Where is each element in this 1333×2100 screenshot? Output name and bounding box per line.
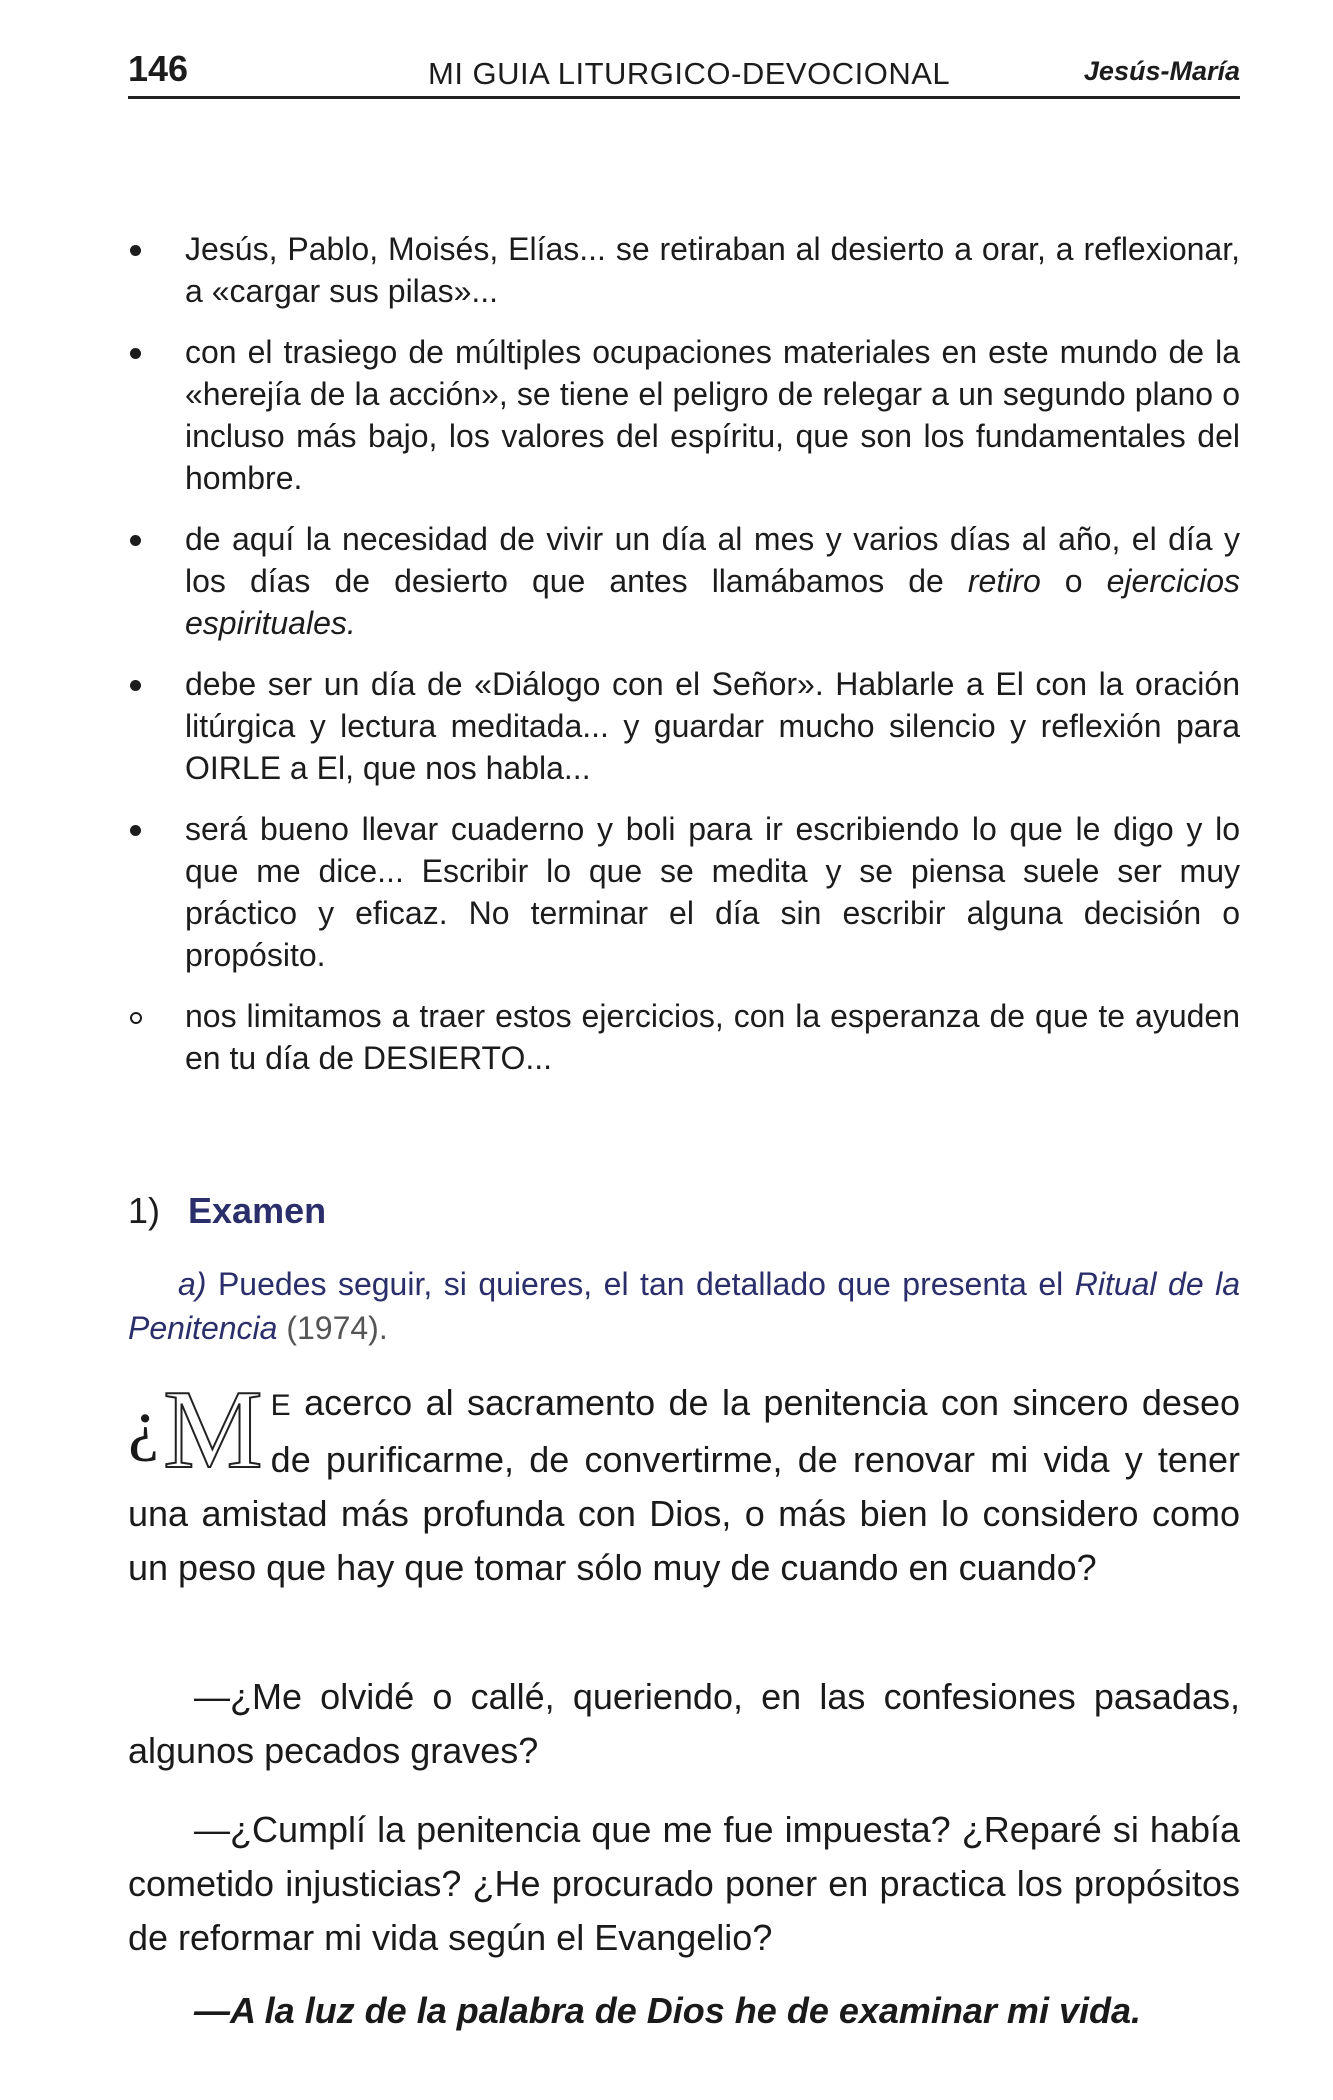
list-item [128,228,1240,312]
paragraph-1 [128,1368,1240,1595]
bullet-icon [130,245,141,256]
subsection-year: (1974). [277,1310,388,1346]
list-item-italic: ejercicios espirituales. [185,563,1240,641]
list-item-text: nos limitamos a traer estos ejercicios, con la esperanza de que te ayuden en tu día de DESIERTO... [185,998,1240,1076]
running-header [128,48,1240,99]
paragraph-2: —¿Me olvidé o callé, queriendo, en las confesiones pasadas, algunos pecados graves? [128,1676,1240,1771]
drop-cap-continuation: E [270,1389,291,1422]
list-item [128,663,1240,789]
list-item [128,518,1240,644]
paragraph-4: —A la luz de la palabra de Dios he de examinar mi vida. [194,1990,1141,2031]
bullet-icon [130,348,141,359]
list-item-italic: retiro [967,563,1041,599]
list-item [128,808,1240,976]
list-item-text: de aquí la necesidad de vivir un día al mes y varios días al año, el día y los días de desierto que antes llamábamos de [185,521,1240,599]
bullet-icon [130,1012,142,1024]
list-item [128,331,1240,499]
page-number: 146 [128,48,189,89]
paragraph-text: acerco al sacramento de la penitencia con sincero deseo de purificarme, de convertirme, de renovar mi vida y tener una amistad más profunda con Dios, o más bien lo considero como un peso que hay que tomar sólo muy de cuando en cuando? [128,1382,1240,1588]
list-item-text: Jesús, Pablo, Moisés, Elías... se retiraban al desierto a orar, a reflexionar, a «cargar sus pilas»... [185,231,1240,309]
section-number: 1) [128,1190,161,1231]
drop-cap: M [163,1368,263,1492]
list-item-text: será bueno llevar cuaderno y boli para ir escribiendo lo que le digo y lo que me dice... Escribir lo que se medita y se piensa suele ser muy práctico y eficaz. No terminar el día sin escribir alguna decisión o propósito. [185,811,1240,973]
subsection-italic: Ritual de la Penitencia [128,1266,1241,1346]
bullet-icon [130,535,141,546]
opening-question-mark: ¿ [128,1386,160,1463]
bullet-icon [130,825,141,836]
subsection-text: Puedes seguir, si quieres, el tan detallado que presenta el [206,1266,1075,1302]
bullet-icon [130,680,141,691]
section-heading [128,1190,326,1232]
subsection-label: a) [178,1266,207,1302]
list-item-text: con el trasiego de múltiples ocupaciones materiales en este mundo de la «herejía de la acción», se tiene el peligro de relegar a un segundo plano o incluso más bajo, los valores del espíritu, que son los fundamentales del hombre. [185,334,1240,496]
section-title: Examen [188,1190,327,1231]
running-author: Jesús-María [1083,56,1240,86]
list-item [128,995,1240,1079]
subsection-paragraph [128,1262,1240,1350]
bullet-list [128,228,1240,1098]
list-item-text: o [1040,563,1107,599]
paragraph-3: —¿Cumplí la penitencia que me fue impuesta? ¿Reparé si había cometido injusticias? ¿He procurado poner en practica los propósitos de reformar mi vida según el Evangelio? [128,1809,1240,1958]
list-item-text: debe ser un día de «Diálogo con el Señor». Hablarle a El con la oración litúrgica y lectura meditada... y guardar mucho silencio y reflexión para OIRLE a El, que nos habla... [185,666,1240,786]
running-title: MI GUIA LITURGICO-DEVOCIONAL [428,56,951,91]
